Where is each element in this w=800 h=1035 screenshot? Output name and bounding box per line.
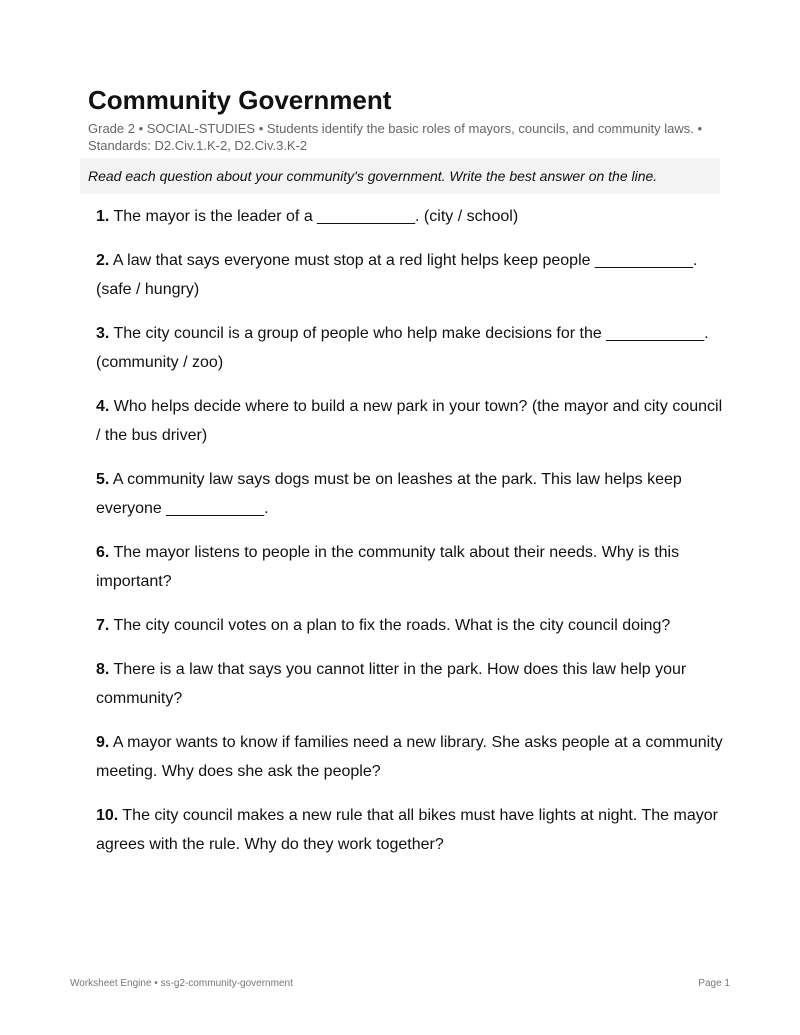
question-5 — [96, 465, 726, 523]
footer-page-number: Page 1 — [698, 978, 730, 989]
page-title: Community Government — [88, 85, 392, 115]
question-6 — [96, 538, 726, 596]
question-number: 4. — [96, 398, 110, 415]
question-text: A community law says dogs must be on leashes at the park. This law helps keep everyone ___________. — [96, 471, 682, 517]
question-list — [96, 202, 726, 874]
question-number: 3. — [96, 325, 110, 342]
question-2 — [96, 246, 726, 304]
question-text: The mayor listens to people in the community talk about their needs. Why is this important? — [96, 544, 680, 590]
question-number: 8. — [96, 661, 110, 678]
question-text: The city council votes on a plan to fix the roads. What is the city council doing? — [113, 617, 671, 634]
question-text: The city council is a group of people who help make decisions for the ___________. (community / zoo) — [96, 325, 709, 371]
question-10 — [96, 801, 726, 859]
question-number: 10. — [96, 807, 119, 824]
question-8 — [96, 655, 726, 713]
question-number: 5. — [96, 471, 110, 488]
question-9 — [96, 728, 726, 786]
instructions-box: Read each question about your community's government. Write the best answer on the line. — [80, 158, 720, 194]
question-text: A law that says everyone must stop at a red light helps keep people ___________. (safe / hungry) — [96, 252, 698, 298]
worksheet-meta: Grade 2 • SOCIAL-STUDIES • Students identify the basic roles of mayors, councils, and community laws. • Standards: D2.Civ.1.K-2, D2.Civ.3.K-2 — [88, 121, 703, 153]
question-text: Who helps decide where to build a new park in your town? (the mayor and city council / the bus driver) — [96, 398, 723, 444]
question-1 — [96, 202, 726, 231]
question-4 — [96, 392, 726, 450]
question-text: The mayor is the leader of a ___________. (city / school) — [113, 208, 519, 225]
question-3 — [96, 319, 726, 377]
footer-source: Worksheet Engine • ss-g2-community-government — [70, 978, 293, 989]
question-number: 6. — [96, 544, 110, 561]
question-number: 1. — [96, 208, 110, 225]
question-text: A mayor wants to know if families need a new library. She asks people at a community meeting. Why does she ask the people? — [96, 734, 723, 780]
question-7 — [96, 611, 726, 640]
question-text: The city council makes a new rule that all bikes must have lights at night. The mayor agrees with the rule. Why do they work together? — [96, 807, 718, 853]
question-text: There is a law that says you cannot litter in the park. How does this law help your community? — [96, 661, 687, 707]
question-number: 9. — [96, 734, 110, 751]
question-number: 7. — [96, 617, 110, 634]
question-number: 2. — [96, 252, 110, 269]
